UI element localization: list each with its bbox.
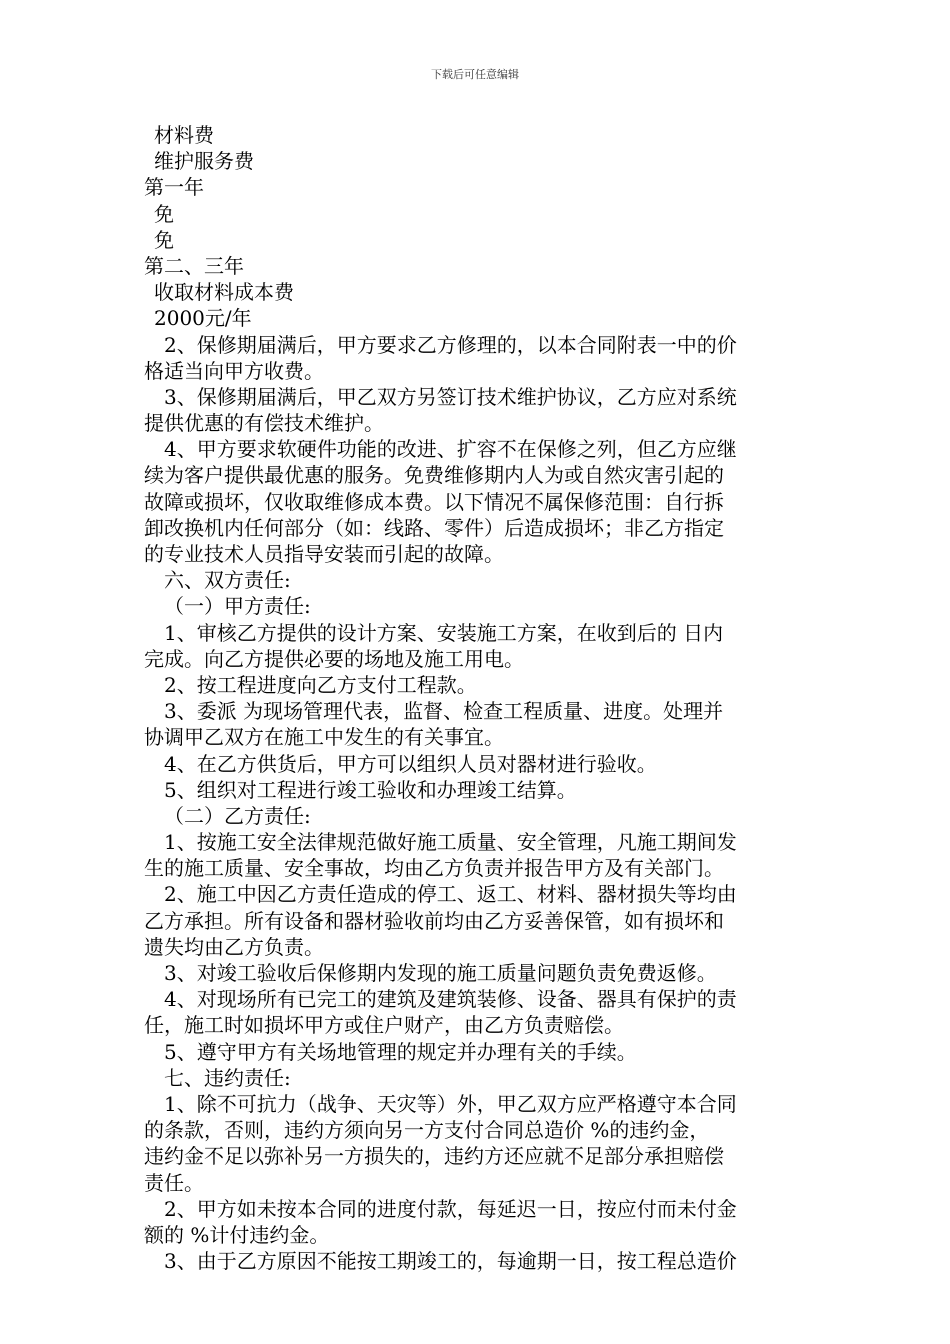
text-line: 遗失均由乙方负责。 (144, 934, 324, 959)
text-line: 七、违约责任: (164, 1065, 291, 1090)
text-line: 4、对现场所有已完工的建筑及建筑装修、设备、器具有保护的责 (164, 987, 737, 1012)
text-line: （二）乙方责任: (164, 803, 311, 828)
text-line: 3、委派 为现场管理代表，监督、检查工程质量、进度。处理并 (164, 699, 724, 724)
text-line: 第二、三年 (144, 253, 244, 278)
text-line: 提供优惠的有偿技术维护。 (144, 411, 384, 436)
text-line: 六、双方责任: (164, 568, 291, 593)
text-line: 额的 %计付违约金。 (144, 1222, 330, 1247)
text-line: 收取材料成本费 (154, 280, 294, 305)
text-line: 的条款，否则，违约方须向另一方支付合同总造价 %的违约金， (144, 1118, 710, 1143)
text-line: 材料费 (154, 123, 214, 147)
text-line: 1、审核乙方提供的设计方案、安装施工方案，在收到后的 日内 (164, 620, 724, 645)
text-line: 格适当向甲方收费。 (144, 358, 324, 383)
text-line: 责任。 (144, 1170, 204, 1195)
text-line: 3、对竣工验收后保修期内发现的施工质量问题负责免费返修。 (164, 961, 717, 985)
document-body (144, 122, 812, 1274)
text-line: 2、施工中因乙方责任造成的停工、返工、材料、器材损失等均由 (164, 882, 737, 907)
text-line: 2、保修期届满后，甲方要求乙方修理的，以本合同附表一中的价 (164, 332, 737, 357)
text-line: 任，施工时如损坏甲方或住户财产，由乙方负责赔偿。 (144, 1013, 624, 1038)
text-line: 1、按施工安全法律规范做好施工质量、安全管理，凡施工期间发 (164, 830, 737, 855)
text-line: 3、由于乙方原因不能按工期竣工的，每逾期一日，按工程总造价 (164, 1249, 737, 1274)
text-line: 免 (154, 201, 174, 226)
text-line: 3、保修期届满后，甲乙双方另签订技术维护协议，乙方应对系统 (164, 384, 737, 409)
text-line: 故障或损坏，仅收取维修成本费。以下情况不属保修范围：自行拆 (144, 489, 724, 514)
text-line: 维护服务费 (154, 149, 254, 174)
text-line: 乙方承担。所有设备和器材验收前均由乙方妥善保管，如有损坏和 (144, 908, 724, 933)
text-line: 违约金不足以弥补另一方损失的，违约方还应就不足部分承担赔偿 (144, 1144, 724, 1169)
text-line: （一）甲方责任: (164, 594, 311, 619)
text-line: 2000元/年 (154, 306, 252, 331)
page-header: 下载后可任意编辑 (431, 68, 519, 81)
text-line: 2、甲方如未按本合同的进度付款，每延迟一日，按应付而未付金 (164, 1196, 737, 1221)
text-line: 4、甲方要求软硬件功能的改进、扩容不在保修之列，但乙方应继 (164, 437, 737, 462)
text-line: 5、组织对工程进行竣工验收和办理竣工结算。 (164, 777, 577, 802)
text-line: 续为客户提供最优惠的服务。免费维修期内人为或自然灾害引起的 (144, 463, 724, 488)
text-line: 2、按工程进度向乙方支付工程款。 (164, 672, 477, 697)
text-line: 协调甲乙双方在施工中发生的有关事宜。 (144, 725, 504, 750)
text-line: 5、遵守甲方有关场地管理的规定并办理有关的手续。 (164, 1039, 637, 1064)
text-line: 卸改换机内任何部分（如：线路、零件）后造成损坏；非乙方指定 (144, 515, 724, 540)
text-line: 第一年 (144, 175, 204, 200)
text-line: 生的施工质量、安全事故，均由乙方负责并报告甲方及有关部门。 (144, 856, 724, 881)
text-line: 的专业技术人员指导安装而引起的故障。 (144, 542, 504, 566)
text-line: 4、在乙方供货后，甲方可以组织人员对器材进行验收。 (164, 751, 657, 776)
text-line: 1、除不可抗力（战争、天灾等）外，甲乙双方应严格遵守本合同 (164, 1091, 737, 1116)
text-line: 完成。向乙方提供必要的场地及施工用电。 (144, 646, 524, 671)
text-line: 免 (154, 227, 174, 252)
